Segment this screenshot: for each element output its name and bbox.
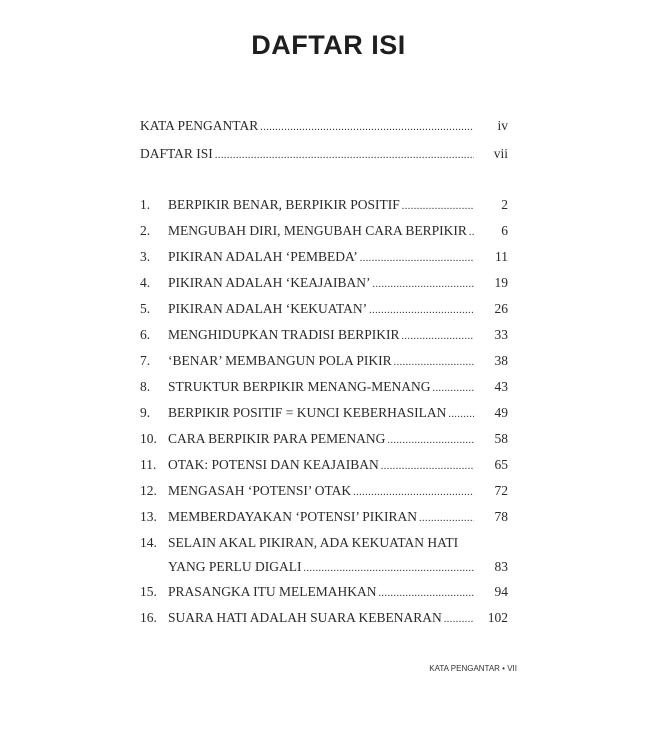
dot-leader [419,509,474,525]
toc-entry [140,483,508,503]
dot-leader [304,559,475,575]
toc-entry [140,301,508,321]
dot-leader [448,405,474,421]
toc-title: MEMBERDAYAKAN ‘POTENSI’ PIKIRAN [168,509,418,524]
dot-leader [260,118,474,134]
dot-leader [387,431,474,447]
running-footer: KATA PENGANTAR • VII [429,664,517,673]
toc-entry [140,535,508,555]
toc-entry [140,405,508,425]
toc-title: MENGHIDUPKAN TRADISI BERPIKIR [168,327,400,342]
dot-leader [215,146,474,162]
toc-page-number: 26 [494,301,508,316]
toc-title: MENGUBAH DIRI, MENGUBAH CARA BERPIKIR [168,223,467,238]
dot-leader [360,249,474,265]
toc-page-number: 94 [494,584,508,599]
toc-entry [140,379,508,399]
toc-entry [140,327,508,347]
toc-title: CARA BERPIKIR PARA PEMENANG [168,431,386,446]
toc-entry [140,610,508,630]
toc-number: 15. [140,584,157,599]
dot-leader [369,301,474,317]
toc-page-number: vii [493,146,508,161]
toc-entry [140,275,508,295]
toc-entry [140,584,508,604]
dot-leader [379,584,474,600]
toc-title: KATA PENGANTAR [140,118,259,133]
toc-entry [140,509,508,529]
toc-page-number: 38 [494,353,508,368]
toc-number: 8. [140,379,151,394]
toc-title: SELAIN AKAL PIKIRAN, ADA KEKUATAN HATI [168,535,459,550]
toc-page-number: 19 [494,275,508,290]
dot-leader [394,353,474,369]
toc-page-number: 11 [495,249,508,264]
toc-title: BERPIKIR POSITIF = KUNCI KEBERHASILAN [168,405,447,420]
toc-number: 9. [140,405,151,420]
toc-number: 6. [140,327,151,342]
toc-number: 10. [140,431,157,446]
toc-page-number: 6 [501,223,508,238]
dot-leader [381,457,474,473]
toc-page-number: 65 [494,457,508,472]
toc-page-number: 33 [494,327,508,342]
toc-page-number: 49 [494,405,508,420]
toc-entry [140,431,508,451]
dot-leader [402,327,474,343]
dot-leader [402,197,474,213]
toc-title: OTAK: POTENSI DAN KEAJAIBAN [168,457,379,472]
toc-number: 1. [140,197,151,212]
toc-number: 16. [140,610,157,625]
toc-title: MENGASAH ‘POTENSI’ OTAK [168,483,352,498]
toc-number: 3. [140,249,151,264]
toc-number: 12. [140,483,157,498]
toc-number: 4. [140,275,151,290]
toc-entry [140,353,508,373]
toc-title: PIKIRAN ADALAH ‘KEAJAIBAN’ [168,275,371,290]
toc-entry [140,146,508,166]
toc-page-number: 2 [501,197,508,212]
toc-entry [140,559,508,579]
toc-number: 11. [140,457,157,472]
toc-page-number: 83 [494,559,508,574]
dot-leader [433,379,474,395]
toc-title: BERPIKIR BENAR, BERPIKIR POSITIF [168,197,400,212]
toc-page-number: 58 [494,431,508,446]
dot-leader [373,275,475,291]
toc-title: ‘BENAR’ MEMBANGUN POLA PIKIR [168,353,392,368]
toc-title: DAFTAR ISI [140,146,213,161]
toc-page-number: 102 [487,610,508,625]
toc-number: 14. [140,535,157,550]
toc-number: 5. [140,301,151,316]
toc-title: PIKIRAN ADALAH ‘PEMBEDA’ [168,249,358,264]
toc-title: STRUKTUR BERPIKIR MENANG-MENANG [168,379,431,394]
toc-number: 13. [140,509,157,524]
toc-title: SUARA HATI ADALAH SUARA KEBENARAN [168,610,442,625]
page-title: DAFTAR ISI [251,30,406,60]
toc-page-number: 72 [494,483,508,498]
dot-leader [444,610,474,626]
toc-entry [140,249,508,269]
toc-entry [140,223,508,243]
toc-page-number: 78 [494,509,508,524]
toc-number: 7. [140,353,151,368]
toc-title: PRASANGKA ITU MELEMAHKAN [168,584,377,599]
toc-entry [140,197,508,217]
dot-leader [469,223,474,239]
toc-entry [140,118,508,138]
toc-entry [140,457,508,477]
toc-title: PIKIRAN ADALAH ‘KEKUATAN’ [168,301,368,316]
dot-leader [353,483,474,499]
toc-number: 2. [140,223,151,238]
toc-page-number: 43 [494,379,508,394]
toc-page-number: iv [497,118,508,133]
toc-title: YANG PERLU DIGALI [168,559,302,574]
